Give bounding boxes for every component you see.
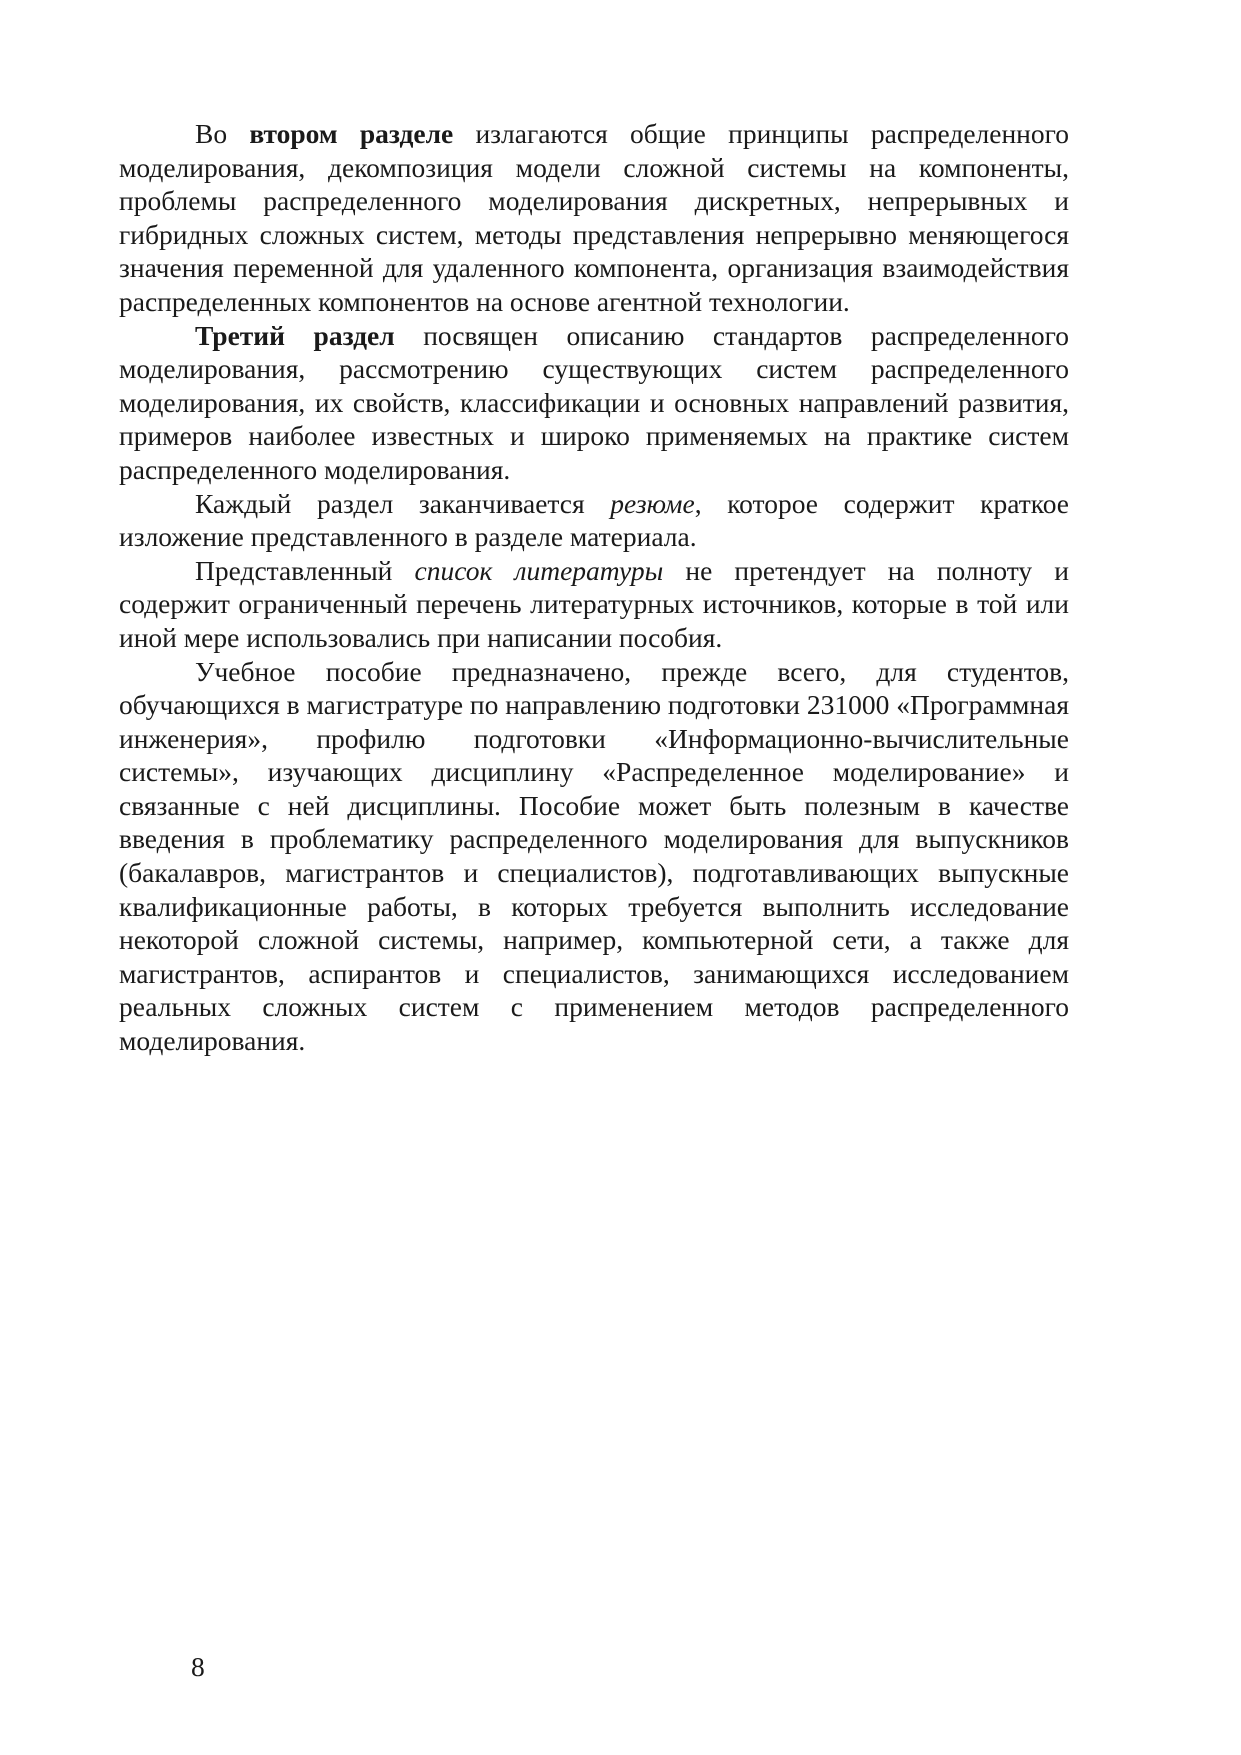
body-text: [119, 117, 1069, 1058]
italic-term: список литературы: [414, 554, 664, 586]
segment: Во: [195, 118, 250, 149]
italic-term: резюме: [610, 487, 695, 519]
segment: Учебное пособие предназначено, прежде всего, для студентов, обучающихся в магистратуре по направлению подготовки 231000 «Программная инженерия», профилю подготовки «Информационно-вычислительные системы», изучающих дисциплину «Распределенное моделирование» и связанные с ней дисциплины. Пособие может быть полезным в качестве введения в проблематику распределенного моделирования для выпускников (бакалавров, магистрантов и специалистов), подготавливающих выпускные квалификационные работы, в которых требуется выполнить исследование некоторой сложной системы, например, компьютерной сети, а также для магистрантов, аспирантов и специалистов, занимающихся исследованием реальных сложных систем с применением методов распределенного моделирования.: [119, 655, 1069, 1057]
paragraph-third-section: [119, 319, 1069, 487]
segment: , которое содержит краткое изложение представленного в разделе материала.: [119, 487, 1069, 553]
paragraph-second-section: [119, 117, 1069, 319]
page-number: 8: [191, 1651, 205, 1682]
bold-term: Третий раздел: [195, 319, 395, 351]
segment: Каждый раздел заканчивается: [195, 487, 611, 519]
segment: не претендует на полноту и содержит ограниченный перечень литературных источников, которые в той или иной мере использовались при написании пособия.: [119, 554, 1070, 653]
paragraph-references: [119, 554, 1069, 655]
segment: излагаются общие принципы распределенного моделирования, декомпозиция модели сложной системы на компоненты, проблемы распределенного моделирования дискретных, непрерывных и гибридных сложных систем, методы представления непрерывно меняющегося значения переменной для удаленного компонента, организация взаимодействия распределенных компонентов на основе агентной технологии.: [119, 118, 1069, 317]
paragraph-audience: [119, 655, 1069, 1058]
bold-term: втором разделе: [249, 118, 454, 149]
segment: Представленный: [195, 554, 415, 586]
segment: посвящен описанию стандартов распределенного моделирования, рассмотрению существующих систем распределенного моделирования, их свойств, классификации и основных направлений развития, примеров наиболее известных и широко применяемых на практике систем распределенного моделирования.: [119, 319, 1070, 485]
paragraph-summary: [119, 487, 1069, 554]
